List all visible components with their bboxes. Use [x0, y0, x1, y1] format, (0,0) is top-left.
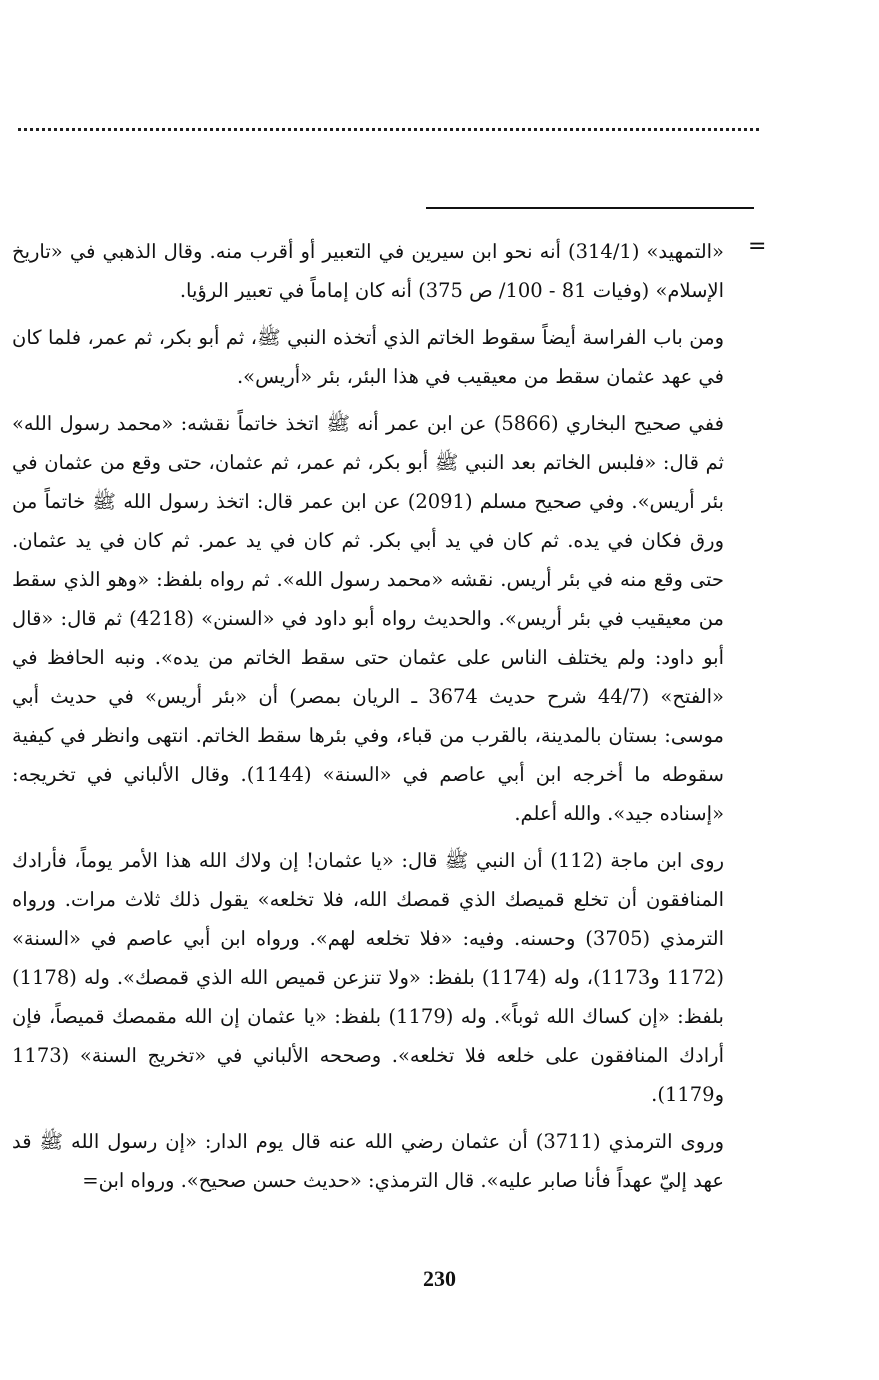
continuation-mark: = [748, 234, 767, 259]
paragraph-2: ومن باب الفراسة أيضاً سقوط الخاتم الذي أتخذه النبي ﷺ، ثم أبو بكر، ثم عمر، فلما كان في عهد عثمان سقط من معيقيب في هذا البئر، بئر «أريس». [12, 326, 724, 388]
paragraph-4: روى ابن ماجة (112) أن النبي ﷺ قال: «يا عثمان! إن ولاك الله هذا الأمر يوماً، فأرادك المنافقون أن تخلع قميصك الذي قمصك الله، فلا تخلعه» يقول ذلك ثلاث مرات. ورواه الترمذي (3705) وحسنه. وفيه: «فلا تخلعه لهم». ورواه ابن أبي عاصم في «السنة» (1172 و1173)، وله (1174) بلفظ: «ولا تنزعن قميص الله الذي قمصك». وله (1178) بلفظ: «إن كساك الله ثوباً». وله (1179) بلفظ: «يا عثمان إن الله مقمصك قميصاً، فإن أرادك المنافقون على خلعه فلا تخلعه». وصححه الألباني في «تخريج السنة» (1173 و1179). [12, 849, 725, 1106]
paragraph-5: وروى الترمذي (3711) أن عثمان رضي الله عنه قال يوم الدار: «إن رسول الله ﷺ قد عهد إليّ عهداً فأنا صابر عليه». قال الترمذي: «حديث حسن صحيح». ورواه ابن= [12, 1130, 724, 1192]
paragraph-3: ففي صحيح البخاري (5866) عن ابن عمر أنه ﷺ اتخذ خاتماً نقشه: «محمد رسول الله» ثم قال: «فلبس الخاتم بعد النبي ﷺ أبو بكر، ثم عمر، ثم عثمان، حتى وقع من عثمان في بئر أريس». وفي صحيح مسلم (2091) عن ابن عمر قال: اتخذ رسول الله ﷺ خاتماً من ورق فكان في يده. ثم كان في يد أبي بكر. ثم كان في يد عمر. ثم كان في يد عثمان. حتى وقع منه في بئر أريس. نقشه «محمد رسول الله». ثم رواه بلفظ: «وهو الذي سقط من معيقيب في بئر أريس». والحديث رواه أبو داود في «السنن» (4218) ثم قال: «قال أبو داود: ولم يختلف الناس على عثمان حتى سقط الخاتم من يده». ونبه الحافظ في «الفتح» (44/7 شرح حديث 3674 ـ الريان بمصر) أن «بئر أريس» في حديث أبي موسى: بستان بالمدينة، بالقرب من قباء، وفي بئرها سقط الخاتم. انتهى وانظر في كيفية سقوطه ما أخرجه ابن أبي عاصم في «السنة» (1144). وقال الألباني في تخريجه: «إسناده جيد». والله أعلم. [12, 412, 724, 825]
page-number: 230 [423, 1266, 456, 1291]
paragraph-1: «التمهيد» (314/1) أنه نحو ابن سيرين في التعبير أو أقرب منه. وقال الذهبي في «تاريخ الإسلام» (وفيات 81 - 100/ ص 375) أنه كان إماماً في تعبير الرؤيا. [12, 240, 724, 302]
footnote-separator [426, 207, 754, 209]
dotted-separator [18, 128, 759, 131]
footnote-text [12, 232, 724, 1208]
